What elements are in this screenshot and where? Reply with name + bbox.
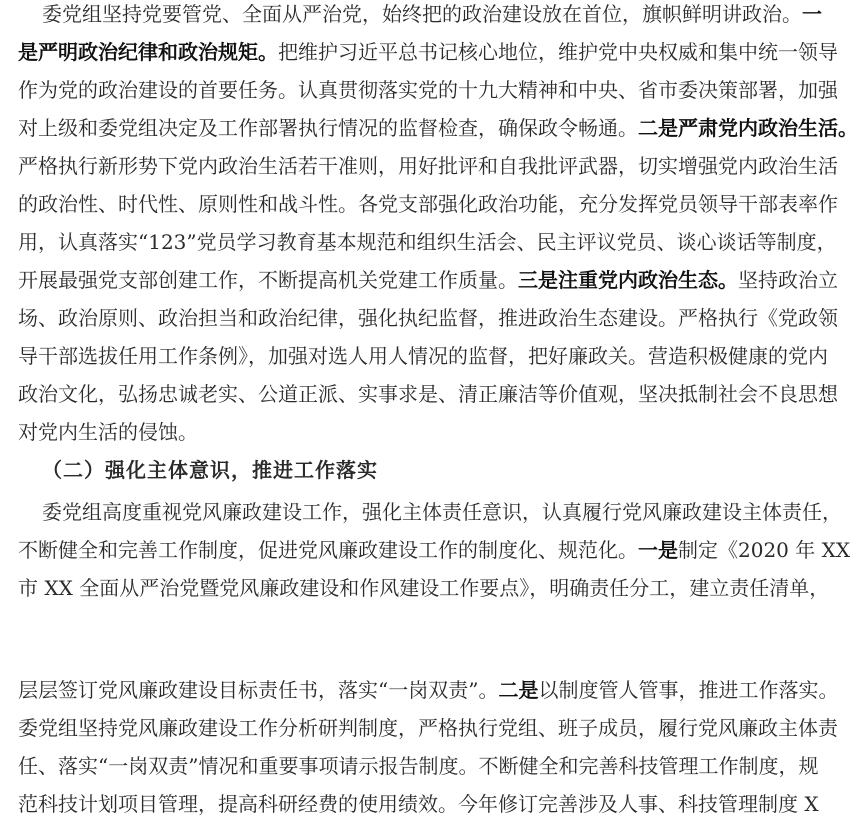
text-line	[18, 185, 838, 223]
section-3-paragraph	[18, 671, 839, 823]
text: 以制度管人管事，推进工作落实。	[538, 678, 839, 702]
text-line	[18, 493, 842, 531]
text: 坚持政治立	[738, 268, 838, 292]
text-line	[18, 709, 838, 747]
text-line	[18, 109, 858, 147]
text: 用，认真落实“123”党员学习教育基本规范和组织生活会、民主评议党员、谈心谈话等制度，	[18, 230, 837, 254]
text-line	[18, 0, 822, 33]
text-line	[18, 375, 838, 413]
text: 导干部选拔任用工作条例》，加强对选人用人情况的监督，把好廉政关。营造积极健康的党内	[18, 344, 828, 368]
text: 对上级和委党组决定及工作部署执行情况的监督检查，确保政令畅通。	[18, 116, 638, 140]
section-heading: （二）强化主体意识，推进工作落实	[42, 458, 378, 482]
section-2-paragraph	[18, 493, 851, 607]
text: 场、政治原则、政治担当和政治纪律，强化执纪监督，推进政治生态建设。严格执行《党政领	[18, 306, 838, 330]
section-1-paragraph	[18, 0, 858, 451]
text-line	[18, 299, 838, 337]
text-line	[18, 531, 851, 569]
text-line	[18, 223, 837, 261]
text-line	[18, 671, 839, 709]
text-line	[18, 569, 830, 607]
text: 委党组坚持党风廉政建设工作分析研判制度，严格执行党组、班子成员，履行党风廉政主体责	[18, 716, 838, 740]
text: 市 XX 全面从严治党暨党风廉政建设和作风建设工作要点》，明确责任分工，建立责任清单，	[18, 576, 830, 600]
text: 的政治性、时代性、原则性和战斗性。各党支部强化政治功能，充分发挥党员领导干部表率作	[18, 192, 838, 216]
text: 制定《2020 年 XX	[678, 538, 851, 562]
text: 作为党的政治建设的首要任务。认真贯彻落实党的十九大精神和中央、省市委决策部署，加强	[18, 78, 838, 102]
text-line	[18, 147, 838, 185]
bold-text: 二是	[498, 678, 539, 702]
text: 层层签订党风廉政建设目标责任书，落实“一岗双责”。	[18, 678, 499, 702]
text: 对党内生活的侵蚀。	[18, 420, 198, 444]
text: 委党组坚持党要管党、全面从严治党，始终把的政治建设放在首位，旗帜鲜明讲政治。	[42, 2, 802, 26]
text-line	[18, 337, 828, 375]
bold-text: 是严明政治纪律和政治规矩。	[18, 40, 278, 64]
text-line	[18, 413, 782, 451]
text: 把维护习近平总书记核心地位，维护党中央权威和集中统一领导	[278, 40, 838, 64]
bold-text: 三是注重党内政治生态。	[518, 268, 738, 292]
text-line	[18, 261, 838, 299]
text: 范科技计划项目管理，提高科研经费的使用绩效。今年修订完善涉及人事、科技管理制度 X	[18, 792, 819, 816]
text: 开展最强党支部创建工作，不断提高机关党建工作质量。	[18, 268, 518, 292]
text: 委党组高度重视党风廉政建设工作，强化主体责任意识，认真履行党风廉政建设主体责任，	[42, 500, 842, 524]
section-2-heading-wrap	[18, 451, 782, 489]
text-line	[18, 33, 838, 71]
bold-text: 一是	[638, 538, 678, 562]
bold-text: 二是严肃党内政治生活。	[638, 116, 858, 140]
text: 政治文化，弘扬忠诚老实、公道正派、实事求是、清正廉洁等价值观，坚决抵制社会不良思想	[18, 382, 838, 406]
text-line	[18, 747, 819, 785]
text-line	[18, 785, 819, 823]
bold-text: 一	[802, 2, 822, 26]
text-line	[18, 71, 838, 109]
text: 不断健全和完善工作制度，促进党风廉政建设工作的制度化、规范化。	[18, 538, 638, 562]
text: 严格执行新形势下党内政治生活若干准则，用好批评和自我批评武器，切实增强党内政治生活	[18, 154, 838, 178]
text: 任、落实“一岗双责”情况和重要事项请示报告制度。不断健全和完善科技管理工作制度，规	[18, 754, 819, 778]
